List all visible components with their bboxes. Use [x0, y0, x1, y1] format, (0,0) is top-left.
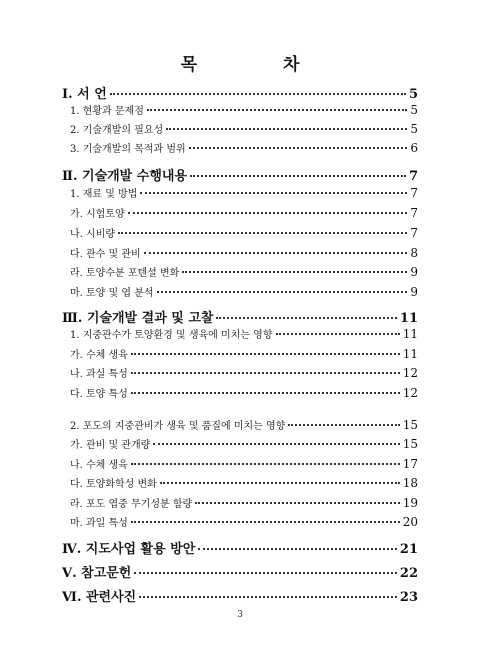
toc-entry-label: 나. 수체 생육	[70, 460, 128, 471]
leader-dots	[131, 392, 400, 394]
toc-entry-3-1-a[interactable]	[70, 346, 418, 361]
leader-dots	[195, 502, 400, 504]
toc-entry-label: 1. 지중관수가 토양환경 및 생육에 미치는 영향	[70, 330, 273, 341]
toc-entry-3-2-e[interactable]	[70, 514, 418, 529]
leader-dots	[139, 596, 397, 598]
leader-dots	[134, 572, 397, 574]
page-number: 3	[237, 610, 243, 620]
toc-entry-page: 9	[410, 285, 418, 299]
toc-entry-label: Ⅰ. 서 언	[62, 87, 107, 102]
toc-entry-1[interactable]	[62, 83, 418, 102]
toc-entry-label: 2. 포도의 지중관비가 생육 및 품질에 미치는 영향	[70, 421, 286, 432]
toc-entry-label: 마. 과일 특성	[70, 518, 128, 529]
toc-entry-label: 다. 토양 특성	[70, 389, 128, 400]
leader-dots	[189, 147, 408, 149]
toc-entry-5[interactable]	[62, 562, 418, 581]
leader-dots	[131, 353, 400, 355]
toc-entry-page: 6	[410, 141, 418, 155]
toc-entry-page: 12	[402, 366, 418, 380]
leader-dots	[131, 463, 400, 465]
toc-entry-label: Ⅲ. 기술개발 결과 및 고찰	[62, 311, 214, 326]
toc-entry-page: 23	[399, 590, 418, 605]
toc-entry-page: 22	[399, 566, 418, 581]
toc-entry-page: 11	[402, 347, 418, 361]
toc-entry-1-2[interactable]	[70, 121, 418, 136]
toc-entry-label: 마. 토양 및 엽 분석	[70, 288, 154, 299]
toc-entry-page: 20	[402, 515, 418, 529]
toc-entry-label: Ⅳ. 지도사업 활용 방안	[62, 542, 196, 557]
toc-entry-3-1[interactable]	[70, 326, 418, 341]
toc-entry-4[interactable]	[62, 538, 418, 557]
toc-entry-3-2-a[interactable]	[70, 436, 418, 451]
toc-entry-page: 5	[410, 122, 418, 136]
toc-entry-label: 나. 시비량	[70, 229, 115, 240]
toc-entry-label: 2. 기술개발의 필요성	[70, 125, 164, 136]
toc-entry-3-2-d[interactable]	[70, 495, 418, 510]
toc-entry-page: 17	[402, 457, 418, 471]
toc-entry-label: 1. 재료 및 방법	[70, 189, 138, 200]
toc-title: 목 차	[180, 55, 340, 75]
leader-dots	[198, 548, 397, 550]
leader-dots	[190, 175, 406, 177]
leader-dots	[216, 317, 396, 319]
toc-entry-2-1-c[interactable]	[70, 245, 418, 260]
toc-entry-label: Ⅴ. 참고문헌	[62, 566, 132, 581]
toc-entry-page: 9	[410, 265, 418, 279]
toc-entry-page: 11	[399, 311, 418, 326]
toc-entry-label: 가. 관비 및 관개량	[70, 440, 151, 451]
toc-entry-1-1[interactable]	[70, 102, 418, 117]
toc-entry-page: 11	[402, 327, 418, 341]
toc-entry-3-1-b[interactable]	[70, 365, 418, 380]
toc-entry-page: 15	[402, 418, 418, 432]
toc-entry-2-1-a[interactable]	[70, 205, 418, 220]
toc-entry-label: 가. 수체 생육	[70, 350, 128, 361]
toc-entry-page: 7	[410, 206, 418, 220]
toc-entry-3-1-c[interactable]	[70, 385, 418, 400]
toc-entry-label: Ⅱ. 기술개발 수행내용	[62, 169, 187, 184]
toc-entry-label: 다. 관수 및 관비	[70, 249, 141, 260]
leader-dots	[110, 93, 406, 95]
toc-entry-page: 19	[402, 496, 418, 510]
toc-entry-2-1-d[interactable]	[70, 264, 418, 279]
leader-dots	[147, 109, 408, 111]
leader-dots	[118, 232, 407, 234]
leader-dots	[288, 424, 399, 426]
toc-entry-page: 7	[410, 226, 418, 240]
toc-entry-2-1-b[interactable]	[70, 225, 418, 240]
leader-dots	[144, 252, 408, 254]
toc-entry-page: 12	[402, 386, 418, 400]
toc-entry-3-2-c[interactable]	[70, 475, 418, 490]
toc-entry-label: 라. 포도 엽중 무기성분 함량	[70, 499, 193, 510]
toc-entry-page: 8	[410, 246, 418, 260]
toc-entry-page: 7	[410, 186, 418, 200]
toc-entry-2-1-e[interactable]	[70, 284, 418, 299]
leader-dots	[160, 482, 400, 484]
leader-dots	[128, 212, 408, 214]
toc-entry-1-3[interactable]	[70, 140, 418, 155]
toc-entry-label: 가. 시험토양	[70, 209, 125, 220]
leader-dots	[153, 443, 399, 445]
toc-entry-2-1[interactable]	[70, 185, 418, 200]
leader-dots	[140, 192, 407, 194]
toc-entry-page: 5	[408, 87, 418, 102]
toc-entry-label: 1. 현황과 문제점	[70, 106, 144, 117]
leader-dots	[131, 521, 400, 523]
leader-dots	[131, 372, 400, 374]
toc-entry-6[interactable]	[62, 586, 418, 605]
toc-entry-label: 나. 과실 특성	[70, 369, 128, 380]
toc-entry-3-2[interactable]	[70, 417, 418, 432]
leader-dots	[182, 271, 407, 273]
leader-dots	[276, 333, 400, 335]
toc-entry-page: 7	[408, 169, 418, 184]
toc-entry-label: 다. 토양화학성 변화	[70, 479, 157, 490]
leader-dots	[157, 291, 408, 293]
toc-entry-page: 21	[399, 542, 418, 557]
toc-entry-3[interactable]	[62, 307, 418, 326]
toc-entry-page: 5	[410, 103, 418, 117]
toc-entry-3-2-b[interactable]	[70, 456, 418, 471]
toc-entry-page: 15	[402, 437, 418, 451]
leader-dots	[166, 128, 407, 130]
toc-entry-2[interactable]	[62, 165, 418, 184]
toc-entry-label: 라. 토양수분 포텐셜 변화	[70, 268, 180, 279]
toc-entry-label: 3. 기술개발의 목적과 범위	[70, 144, 186, 155]
toc-entry-label: Ⅵ. 관련사진	[62, 590, 137, 605]
toc-entry-page: 18	[402, 476, 418, 490]
